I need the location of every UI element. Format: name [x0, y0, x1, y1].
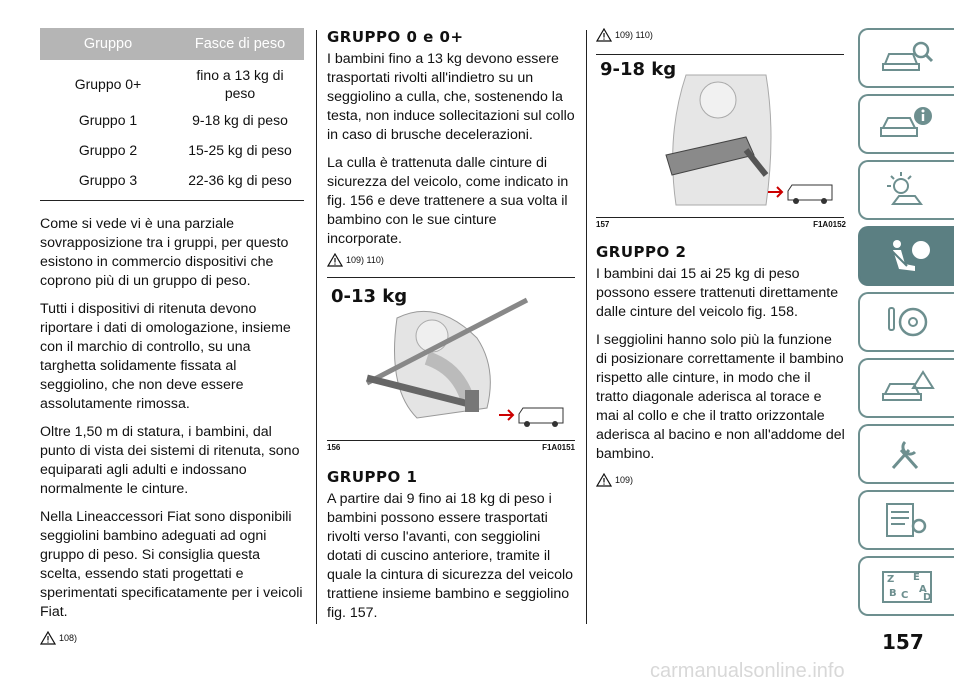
car-search-icon: [879, 38, 935, 78]
alphabet-index-icon: [879, 566, 935, 606]
section-heading: GRUPPO 0 e 0+: [327, 28, 464, 46]
table-header: Gruppo: [40, 28, 176, 60]
steering-key-icon: [879, 302, 935, 342]
paragraph: La culla è trattenuta dalle cinture di sicurezza del veicolo, come indicato in fig. 156 e deve trattenere a sua volta il bambino con le sue cinture incorporate.: [327, 155, 569, 247]
list-gear-icon: [879, 500, 935, 540]
table-header: Fasce di peso: [176, 28, 304, 60]
table-cell: 22-36 kg di peso: [176, 165, 304, 201]
figure-number: 157: [596, 220, 610, 229]
table-cell: fino a 13 kg di peso: [196, 67, 284, 101]
table-cell: Gruppo 0+: [74, 76, 142, 92]
paragraph: Come si vede vi è una parziale sovrapposizione tra i gruppi, per questo esistono in commercio dispositivi che coprono più di un gruppo di peso.: [40, 216, 289, 289]
column-separator: [586, 30, 587, 624]
watermark: carmanualsonline.info: [650, 660, 845, 682]
table-cell: 15-25 kg di peso: [188, 142, 292, 158]
tab-alphabet-index[interactable]: [858, 556, 954, 616]
table-cell: Gruppo 3: [40, 165, 176, 201]
tab-list-gear[interactable]: [858, 490, 954, 550]
chapter-tabs: [858, 28, 954, 622]
paragraph: Nella Lineaccessori Fiat sono disponibili seggiolini bambino adeguati ad ogni gruppo di peso. Si consiglia questa scelta, essendo stati progettati e sperimentati specificatamente per i veicoli Fiat.: [40, 509, 303, 620]
weight-group-table: [40, 28, 304, 201]
figure-code: F1A0151: [542, 443, 575, 452]
tab-airbag-seat[interactable]: [858, 226, 954, 286]
tab-wrench[interactable]: [858, 424, 954, 484]
table-row: [40, 60, 304, 105]
table-cell: Gruppo 1: [78, 112, 138, 128]
svg-text:Z: Z: [887, 574, 895, 585]
column-3: [596, 28, 846, 497]
tab-car-search[interactable]: [858, 28, 954, 88]
table-row: [40, 135, 304, 165]
note-ref: 109) 110): [346, 255, 384, 265]
van-icon: [499, 408, 563, 427]
sun-warning-icon: [879, 170, 935, 210]
child-seat-illustration: [596, 55, 844, 217]
note-ref: 108): [59, 633, 78, 643]
section-heading: GRUPPO 1: [327, 468, 418, 486]
paragraph: A partire dai 9 fino ai 18 kg di peso i bambini possono essere trasportati rivolti verso l'avanti, con seggiolini dotati di cuscino anteriore, tramite il quale la cintura di sicurezza del veicolo trattiene insieme bambino e seggiolino fig. 157.: [327, 491, 574, 621]
table-cell: Gruppo 2: [78, 142, 138, 158]
column-separator: [316, 30, 317, 624]
car-info-icon: [879, 104, 935, 144]
figure-number: 156: [327, 443, 341, 452]
warning-triangle-icon: [40, 631, 56, 645]
page-number: 157: [882, 630, 924, 654]
figure-156: [327, 277, 575, 441]
tab-sun-warning[interactable]: [858, 160, 954, 220]
section-heading: GRUPPO 2: [596, 243, 687, 261]
warning-note: [596, 28, 846, 42]
column-1: [40, 28, 304, 655]
table-cell: 9-18 kg di peso: [192, 112, 288, 128]
figure-label: 9-18 kg: [600, 59, 677, 80]
warning-triangle-icon: [327, 253, 343, 267]
wrench-icon: [879, 434, 935, 474]
car-warning-icon: [879, 368, 935, 408]
paragraph: Tutti i dispositivi di ritenuta devono riportare i dati di omologazione, insieme con il marchio di controllo, su una targhetta solidamente fissata al seggiolino, che non deve essere assolutamente rimossa.: [40, 301, 291, 412]
paragraph: I bambini fino a 13 kg devono essere trasportati rivolti all'indietro su un seggiolino a culla, che, sostenendo la testa, non induce sollecitazioni sul collo in caso di brusche decelerazioni.: [327, 51, 575, 143]
warning-triangle-icon: [596, 473, 612, 487]
note-ref: 109): [615, 475, 634, 485]
warning-note: [40, 631, 304, 645]
svg-text:C: C: [901, 590, 909, 601]
figure-code: F1A0152: [813, 220, 846, 229]
tab-car-info[interactable]: [858, 94, 954, 154]
warning-note: [327, 253, 575, 267]
svg-text:E: E: [913, 572, 920, 583]
infant-seat-illustration: [327, 278, 575, 440]
warning-triangle-icon: [596, 28, 612, 42]
tab-car-warning[interactable]: [858, 358, 954, 418]
svg-text:A: A: [919, 584, 927, 595]
table-row: [40, 165, 304, 201]
paragraph: I bambini dai 15 ai 25 kg di peso possono essere trattenuti direttamente dalle cinture del veicolo fig. 158.: [596, 266, 839, 320]
note-ref: 109) 110): [615, 30, 653, 40]
warning-note: [596, 473, 846, 487]
airbag-seat-icon: [879, 236, 935, 276]
svg-text:B: B: [889, 588, 897, 599]
column-2: [327, 28, 575, 632]
tab-steering-key[interactable]: [858, 292, 954, 352]
svg-text:D: D: [923, 592, 932, 603]
figure-157: [596, 54, 844, 218]
paragraph: I seggiolini hanno solo più la funzione di posizionare correttamente il bambino rispetto alle cinture, in modo che il tratto diagonale aderisca al torace e mai al collo e che il tratto orizzontale aderisca al bacino e non all'addome del bambino.: [596, 332, 845, 462]
van-icon: [768, 185, 832, 204]
table-row: [40, 105, 304, 135]
paragraph: Oltre 1,50 m di statura, i bambini, dal punto di vista dei sistemi di ritenuta, sono equiparati agli adulti e indossano normalmente le cinture.: [40, 424, 300, 497]
figure-caption: [327, 441, 575, 452]
figure-label: 0-13 kg: [331, 286, 408, 307]
figure-caption: [596, 218, 846, 229]
